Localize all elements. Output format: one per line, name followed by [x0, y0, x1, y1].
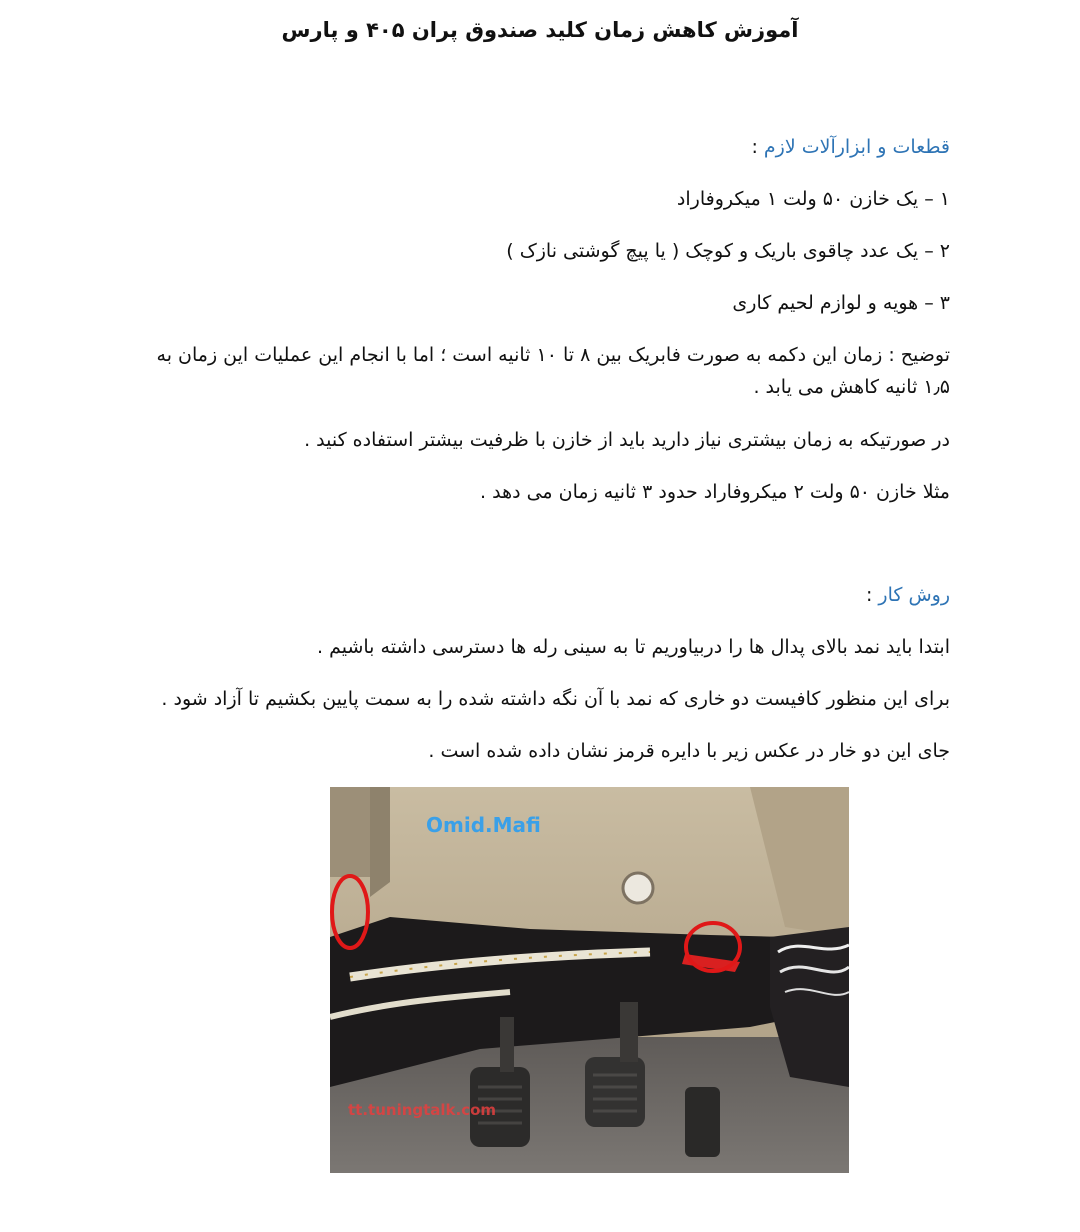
brake-arm: [620, 1002, 638, 1062]
parts-extra-2: مثلا خازن ۵۰ ولت ۲ میکروفاراد حدود ۳ ثانیه زمان می دهد .: [480, 481, 950, 503]
parts-extra-1: در صورتیکه به زمان بیشتری نیاز دارید باید از خازن با ظرفیت بیشتر استفاده کنید .: [304, 429, 950, 451]
parts-item-3: ۳ – هویه و لوازم لحیم کاری: [732, 292, 950, 314]
gas-pedal: [685, 1087, 720, 1157]
method-heading-text: روش کار: [878, 584, 950, 606]
panel-hole: [623, 873, 653, 903]
panel-edge: [370, 787, 390, 897]
parts-note: توضیح : زمان این دکمه به صورت فابریک بین ۸ تا ۱۰ ثانیه است ؛ اما با انجام این عملیات این زمان به ۱٫۵ ثانیه کاهش می یابد .: [156, 344, 950, 398]
photo-watermark-author: Omid.Mafi: [426, 813, 541, 837]
parts-heading-colon: :: [751, 136, 764, 158]
method-line-3: جای این دو خار در عکس زیر با دایره قرمز نشان داده شده است .: [428, 740, 950, 762]
parts-heading: [751, 131, 950, 163]
parts-item-1: ۱ – یک خازن ۵۰ ولت ۱ میکروفاراد: [676, 188, 950, 210]
method-line-1: ابتدا باید نمد بالای پدال ها را دربیاوریم تا به سینی رله ها دسترسی داشته باشیم .: [317, 636, 950, 658]
method-line-2: برای این منظور کافیست دو خاری که نمد با آن نگه داشته شده را به سمت پایین بکشیم تا آزاد شود .: [161, 688, 950, 710]
pedal-area-photo: [330, 787, 849, 1173]
parts-item-2: ۲ – یک عدد چاقوی باریک و کوچک ( یا پیچ گوشتی نازک ): [506, 240, 950, 262]
panel-side: [330, 787, 370, 877]
method-heading: [866, 579, 950, 611]
clutch-arm: [500, 1017, 514, 1072]
parts-heading-text: قطعات و ابزارآلات لازم: [763, 136, 950, 158]
photo-watermark-site: tt.tuningtalk.com: [348, 1101, 497, 1119]
document-title: آموزش کاهش زمان کلید صندوق پران ۴۰۵ و پارس: [281, 18, 799, 42]
brake-pedal: [585, 1057, 645, 1127]
method-heading-colon: :: [865, 584, 879, 606]
